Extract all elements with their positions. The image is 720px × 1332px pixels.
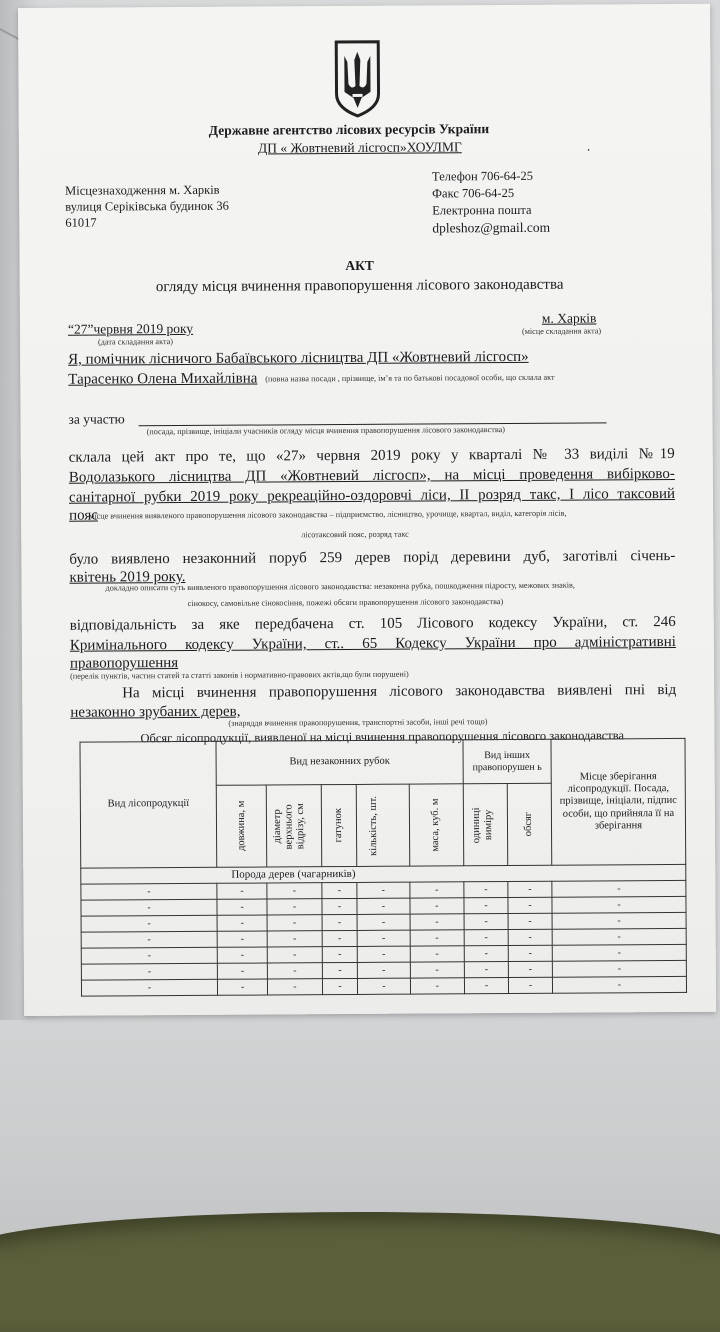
tools-hint: (знаряддя вчинення правопорушення, транспортні засоби, інші речі тощо)	[228, 717, 488, 728]
sub-header-grade: гатунок	[332, 808, 345, 843]
tools-line-2: незаконно зрубаних дерев,	[70, 703, 241, 721]
liability-line-1: відповідальність за яке передбачена ст. 105 Лісового кодексу України, ст. 246	[69, 613, 676, 634]
email-label: Електронна пошта	[432, 202, 532, 218]
address-line-2: вулиця Серіківська будинок 36	[65, 198, 229, 214]
sub-header-diameter: діаметр верхнього відрізу, см	[271, 802, 307, 849]
table-caption: Обсяг лісопродукції, виявленої на місці вчинення правопорушення лісового законодавства	[140, 728, 625, 746]
finding-hint-1: докладно описати суть виявленого правопорушення лісового законодавства: незаконна рубка, пошкодження підросту, межових знаків,	[105, 580, 575, 593]
sub-header-length: довжина, м	[235, 800, 247, 852]
location-hint-1: місце вчинення виявленого правопорушення лісового законодавства – підприємство, лісництво, урочище, квартал, виділ, категорія лісів,	[89, 508, 567, 521]
forest-products-table	[79, 738, 687, 997]
table-row: - - - - - - - - -	[81, 880, 686, 900]
act-date-hint: (дата складання акта)	[98, 337, 174, 347]
location-line-3: санітарної рубки 2019 року рекреаційно-оздоровчі ліси, ІІ розряд такс, І лісо таксовий	[68, 485, 676, 506]
location-line-2: Водолазького лісництва ДП «Жовтневий лісгосп», на місці проведення вибірково-	[68, 465, 675, 486]
location-line-4: пояс	[69, 507, 98, 524]
act-date: “27”червня 2019 року	[67, 320, 194, 337]
address-line-1: Місцезнаходження м. Харків	[65, 182, 220, 198]
table-row: - - - - - - - - -	[81, 960, 686, 980]
finding-hint-2: сінокосу, самовільне сінокосіння, пожежі обсяги правопорушення лісового законодавства)	[187, 597, 504, 608]
col-header-storage: Місце зберігання лісопродукції. Посада, прізвище, ініціали, підпис особи, що прийняла її на зберігання	[551, 738, 686, 865]
table-row: - - - - - - - - -	[81, 944, 686, 964]
coat-of-arms-icon	[332, 38, 382, 118]
phone: Телефон 706-64-25	[431, 168, 533, 184]
enterprise-name: ДП « Жовтневий лісгосп»ХОУЛМГ	[257, 139, 462, 156]
table-row: - - - - - - - - -	[81, 912, 686, 932]
table-row: - - - - - - - - -	[81, 928, 686, 948]
enterprise-tail: .	[586, 138, 591, 154]
participants-hint: (посада, прізвище, ініціали учасників огляду місця вчинення правопорушення лісового законодавства)	[146, 425, 505, 437]
location-hint-2: лісотаксовий пояс, розряд такс	[301, 529, 409, 540]
author-line-2: Тарасенко Олена Михайлівна	[68, 370, 258, 388]
email: dpleshoz@gmail.com	[432, 219, 551, 236]
act-subtitle: огляду місця вчинення правопорушення лісового законодавства	[155, 276, 564, 296]
tools-line-1: На місці вчинення правопорушення лісового законодавства виявлені пні від	[122, 681, 677, 702]
address-line-3: 61017	[65, 215, 97, 230]
table-row: - - - - - - - - -	[81, 976, 686, 996]
liability-line-2: Кримінального кодексу України, ст.. 65 Кодексу України про адміністративні	[69, 633, 676, 654]
document-page	[18, 4, 716, 1016]
fabric-background	[0, 1212, 720, 1332]
sub-header-unit: одиниці виміру	[470, 806, 494, 843]
finding-line-1: було виявлено незаконний поруб 259 дерев порід деревини дуб, заготівлі січень-	[69, 547, 676, 568]
table-row: - - - - - - - - -	[81, 896, 686, 916]
act-place: м. Харків	[541, 310, 597, 326]
sub-header-volume: обсяг	[523, 812, 535, 837]
act-title: АКТ	[345, 257, 374, 274]
sub-header-mass: маса, куб. м	[430, 798, 442, 852]
col-group-other-violations: Вид інших правопорушен ь	[463, 739, 551, 784]
sub-header-count: кількість, шт.	[367, 795, 380, 856]
liability-hint: (перелік пунктів, частин статей та статті законів і нормативно-правових актів,що були порушені)	[70, 669, 409, 681]
fax: Факс 706-64-25	[432, 185, 515, 201]
finding-line-2: квітень 2019 року.	[69, 568, 186, 586]
author-line-1: Я, помічник лісничого Бабаївського лісництва ДП «Жовтневий лісгосп»	[68, 348, 529, 368]
col-group-illegal-cuts: Вид незаконних рубок	[216, 740, 463, 786]
liability-line-3: правопорушення	[69, 655, 179, 672]
col-header-product: Вид лісопродукції	[80, 741, 217, 868]
act-place-hint: (місце складання акта)	[521, 326, 602, 336]
author-hint: (повна назва посади , прізвище, ім’я та по батькові посадової особи, що склала акт	[265, 372, 555, 384]
participants-label: за участю	[68, 411, 125, 427]
section-tree-species: Порода дерев (чагарників)	[81, 864, 686, 884]
agency-name: Державне агентство лісових ресурсів України	[208, 121, 490, 138]
location-line-1: склала цей акт про те, що «27» червня 2019 року у кварталі № 33 виділі №19	[68, 445, 675, 466]
